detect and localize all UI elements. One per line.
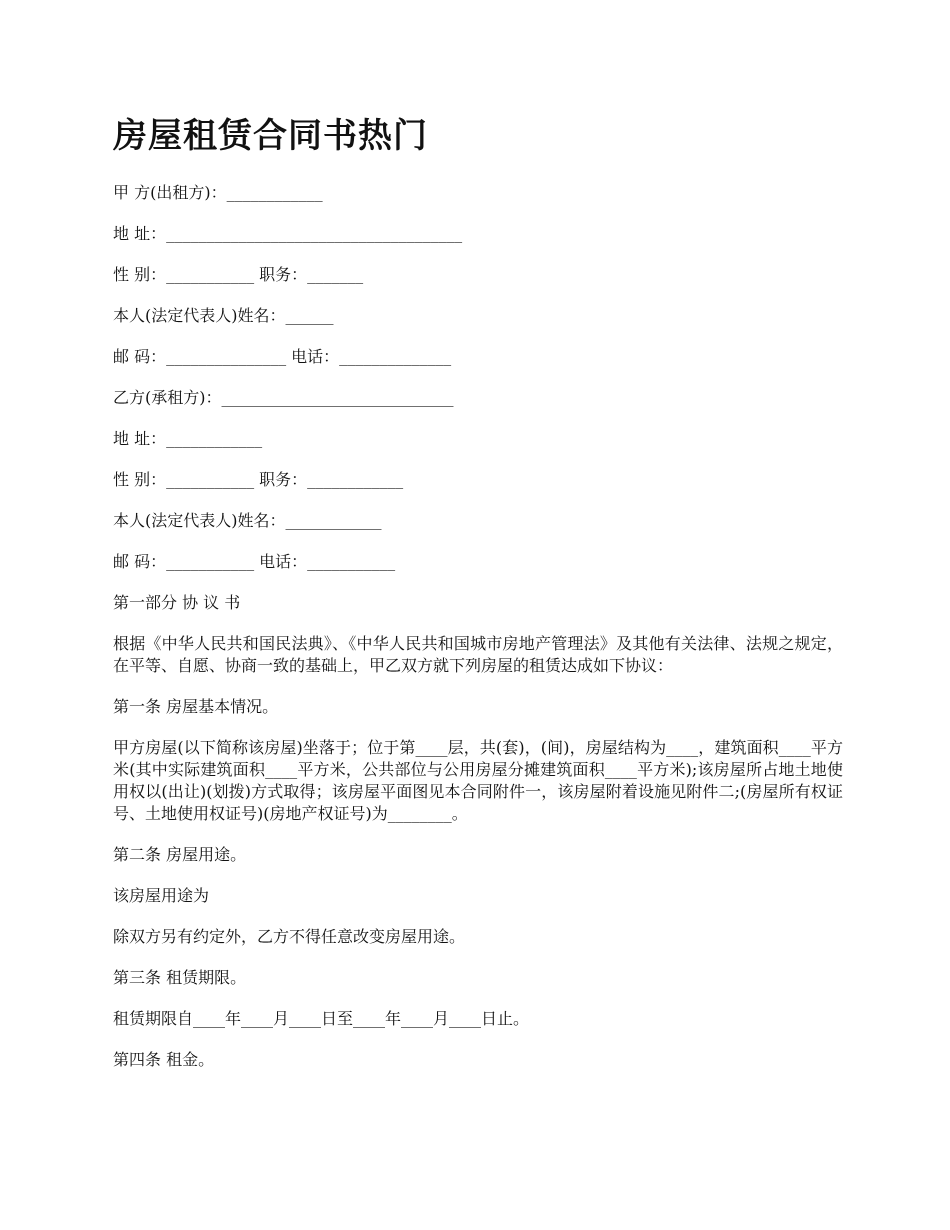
party-b-representative-line: 本人(法定代表人)姓名：____________ <box>113 511 382 530</box>
party-b-gender-line: 性 别：___________ 职务：____________ <box>113 470 404 489</box>
party-a-address-line: 地 址：_____________________________________ <box>113 224 463 243</box>
party-a-representative-line: 本人(法定代表人)姓名：______ <box>113 306 334 325</box>
article-3-body: 租赁期限自____年____月____日至____年____月____日止。 <box>113 1009 530 1028</box>
document-title: 房屋租赁合同书热门 <box>113 116 428 156</box>
article-1-heading: 第一条 房屋基本情况。 <box>113 697 279 716</box>
party-a-gender-line: 性 别：___________ 职务：_______ <box>113 265 364 284</box>
party-b-address-line: 地 址：____________ <box>113 429 263 448</box>
article-3-heading: 第三条 租赁期限。 <box>113 968 247 987</box>
article-2-line-2: 除双方另有约定外，乙方不得任意改变房屋用途。 <box>113 927 466 946</box>
party-b-name-line: 乙方(承租方)：_____________________________ <box>113 388 454 407</box>
article-4-heading: 第四条 租金。 <box>113 1050 215 1069</box>
article-2-heading: 第二条 房屋用途。 <box>113 845 247 864</box>
party-a-postal-line: 邮 码：_______________ 电话：______________ <box>113 347 452 366</box>
part-one-heading: 第一部分 协 议 书 <box>113 593 241 612</box>
party-b-postal-line: 邮 码：___________ 电话：___________ <box>113 552 396 571</box>
intro-paragraph: 根据《中华人民共和国民法典》、《中华人民共和国城市房地产管理法》及其他有关法律、法规之规定，在平等、自愿、协商一致的基础上，甲乙双方就下列房屋的租赁达成如下协议： <box>113 634 843 675</box>
article-1-body: 甲方房屋(以下简称该房屋)坐落于；位于第____层，共(套)，(间)，房屋结构为____，建筑面积____平方米(其中实际建筑面积____平方米，公共部位与公用房屋分摊建筑面积____平方米);该房屋所占地土地使用权以(出让)(划拨)方式取得；该房屋平面图见本合同附件一，该房屋附着设施见附件二;(房屋所有权证号、土地使用权证号)(房地产权证号)为________。 <box>113 738 843 823</box>
party-a-name-line: 甲 方(出租方)：____________ <box>113 183 323 202</box>
article-2-line-1: 该房屋用途为 <box>113 886 210 905</box>
contract-page <box>113 110 843 1090</box>
